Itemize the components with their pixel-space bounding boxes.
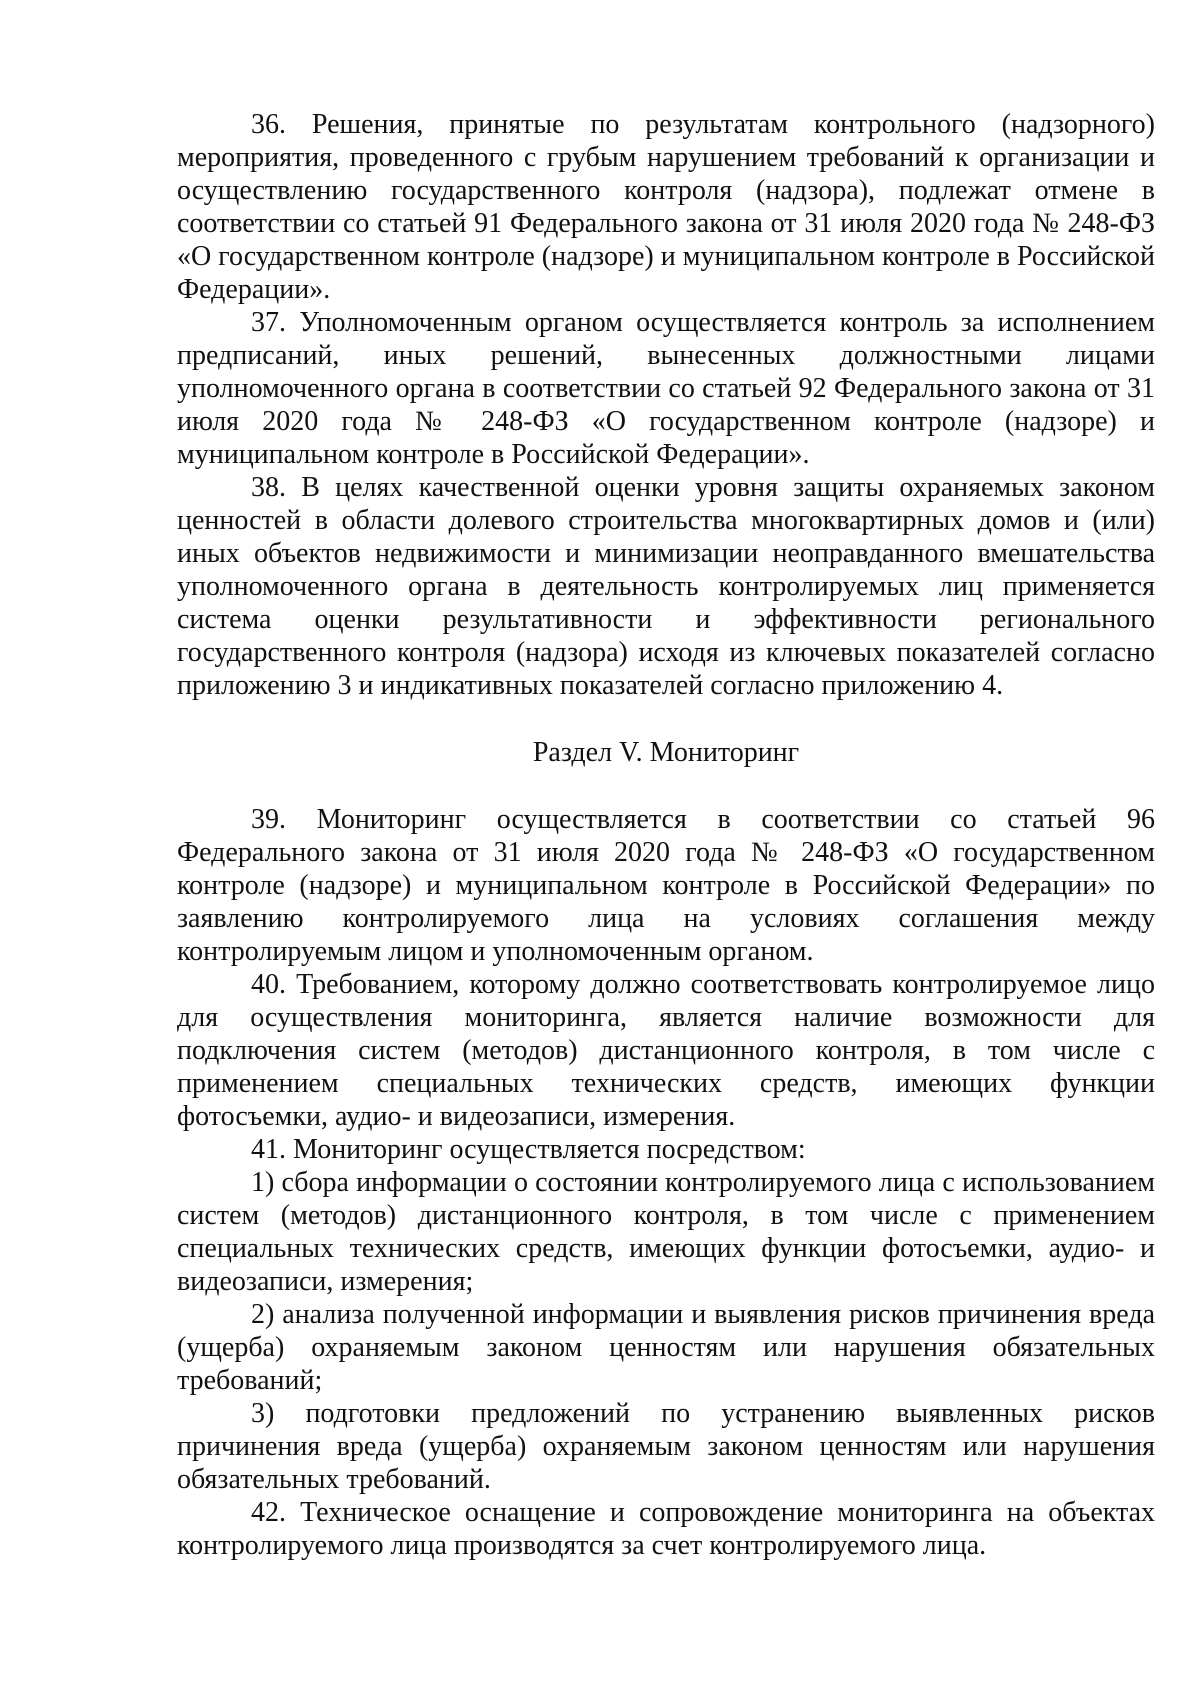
section-heading: Раздел V. Мониторинг	[532, 737, 800, 768]
list-item-2: 2) анализа полученной информации и выявления рисков причинения вреда (ущерба) охраняемым законом ценностям или нарушения обязательных требований;	[177, 1299, 1155, 1396]
paragraph-40: 40. Требованием, которому должно соответствовать контролируемое лицо для осуществления мониторинга, является наличие возможности для подключения систем (методов) дистанционного контроля, в том числе с применением специальных технических средств, имеющих функции фотосъемки, аудио- и видеозаписи, измерения.	[177, 969, 1155, 1132]
paragraph-37: 37. Уполномоченным органом осуществляется контроль за исполнением предписаний, иных решений, вынесенных должностными лицами уполномоченного органа в соответствии со статьей 92 Федерального закона от 31 июля 2020 года № 248-ФЗ «О государственном контроле (надзоре) и муниципальном контроле в Российской Федерации».	[177, 307, 1155, 470]
paragraph-36: 36. Решения, принятые по результатам контрольного (надзорного) мероприятия, проведенного с грубым нарушением требований к организации и осуществлению государственного контроля (надзора), подлежат отмене в соответствии со статьей 91 Федерального закона от 31 июля 2020 года № 248-ФЗ «О государственном контроле (надзоре) и муниципальном контроле в Российской Федерации».	[177, 109, 1155, 305]
paragraph-38: 38. В целях качественной оценки уровня защиты охраняемых законом ценностей в области долевого строительства многоквартирных домов и (или) иных объектов недвижимости и минимизации неоправданного вмешательства уполномоченного органа в деятельность контролируемых лиц применяется система оценки результативности и эффективности регионального государственного контроля (надзора) исходя из ключевых показателей согласно приложению 3 и индикативных показателей согласно приложению 4.	[177, 472, 1155, 701]
paragraph-39: 39. Мониторинг осуществляется в соответствии со статьей 96 Федерального закона от 31 июля 2020 года № 248-ФЗ «О государственном контроле (надзоре) и муниципальном контроле в Российской Федерации» по заявлению контролируемого лица на условиях соглашения между контролируемым лицом и уполномоченным органом.	[177, 804, 1155, 967]
list-item-1: 1) сбора информации о состоянии контролируемого лица с использованием систем (методов) дистанционного контроля, в том числе с применением специальных технических средств, имеющих функции фотосъемки, аудио- и видеозаписи, измерения;	[177, 1167, 1155, 1297]
paragraph-41: 41. Мониторинг осуществляется посредством:	[251, 1134, 806, 1165]
paragraph-42: 42. Техническое оснащение и сопровождение мониторинга на объектах контролируемого лица производятся за счет контролируемого лица.	[177, 1497, 1155, 1561]
document-page	[177, 108, 1155, 1562]
list-item-3: 3) подготовки предложений по устранению выявленных рисков причинения вреда (ущерба) охраняемым законом ценностям или нарушения обязательных требований.	[177, 1398, 1155, 1495]
